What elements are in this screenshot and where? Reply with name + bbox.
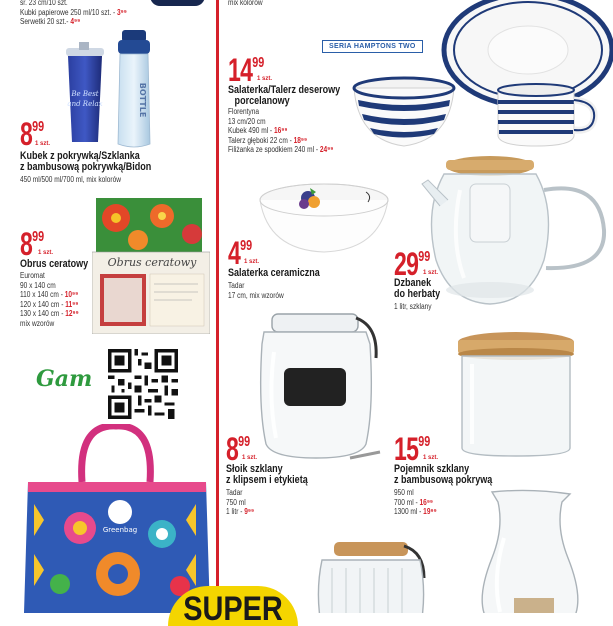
mug-title-line: Kubek z pokrywką/Szklanka	[20, 150, 140, 162]
jar-price: 899	[226, 431, 251, 467]
brand-logo: Gam	[36, 366, 93, 392]
ceramic-brand: Tadar	[228, 281, 245, 290]
jar-desc	[226, 488, 254, 517]
bag-brand-text: Greenbag	[102, 526, 138, 534]
svg-text:and Relax: and Relax	[67, 100, 103, 108]
salad-bowl-line: Filiżanka ze spodkiem 240 ml - 24⁹⁹	[228, 145, 334, 154]
clip-jar-image	[250, 308, 386, 464]
top-left-text	[20, 0, 127, 27]
mug-price: 899	[20, 116, 45, 152]
salad-bowl-line: 13 cm/20 cm	[228, 116, 266, 126]
bamboo-container-image	[454, 330, 578, 458]
tablecloth-size: 120 x 140 cm - 11⁹⁹	[20, 299, 79, 309]
mug-unit: 1 szt.	[35, 141, 51, 147]
salad-bowl-unit: 1 szt.	[257, 76, 273, 82]
teapot-title-line: Dzbanek	[394, 277, 432, 289]
salad-bowl-price: 1499	[228, 52, 265, 88]
bottom-jar-image	[312, 538, 430, 613]
svg-text:BOTTLE: BOTTLE	[138, 82, 147, 118]
container-unit: 1 szt.	[423, 455, 439, 461]
ceramic-price: 499	[228, 235, 253, 271]
carafe-image	[474, 488, 586, 613]
ceramic-desc	[228, 281, 284, 300]
tablecloth-unit: 1 szt.	[38, 250, 54, 256]
ceramic-bowl-image	[256, 180, 392, 254]
jar-unit: 1 szt.	[242, 455, 258, 461]
shopping-bag-image	[20, 424, 216, 613]
jar-line: 750 ml	[226, 497, 246, 507]
ceramic-title: Salaterka ceramiczna	[228, 267, 320, 279]
mug-title-line: z bambusową pokrywką/Bidon	[20, 161, 152, 173]
tablecloth-size: 110 x 140 cm - 10⁹⁹	[20, 290, 79, 299]
container-title-line: Pojemnik szklany	[394, 463, 470, 475]
tablecloth-desc	[20, 271, 79, 328]
teapot-price: 2999	[394, 246, 431, 282]
svg-text:Be Best: Be Best	[71, 90, 99, 98]
container-price: 1599	[394, 431, 431, 467]
super-banner	[168, 586, 298, 626]
tablecloth-price: 899	[20, 226, 45, 262]
super-banner-text: SUPER	[183, 590, 283, 626]
teapot-unit: 1 szt.	[423, 270, 439, 276]
top-mid-text: mix kolorów	[228, 0, 263, 7]
tablecloth-size: 130 x 140 cm - 12⁹⁹	[20, 309, 79, 318]
teapot-image	[420, 150, 610, 310]
container-title-line: z bambusową pokrywą	[394, 474, 493, 486]
jar-title-line: Słoik szklany	[226, 463, 283, 475]
jar-title-line: z klipsem i etykietą	[226, 474, 308, 486]
salad-bowl-title	[228, 85, 340, 107]
salad-bowl-line: Kubek 490 ml - 16⁹⁹	[228, 126, 288, 135]
jar-line: Tadar	[226, 488, 243, 497]
hamptons-badge: SERIA HAMPTONS TWO	[322, 40, 423, 53]
jar-title	[226, 464, 308, 486]
tablecloth-pack-label: Obrus ceratowy	[107, 256, 197, 269]
jar-line: 1 litr - 9⁹⁹	[226, 507, 255, 516]
salad-bowl-line: Talerz głęboki 22 cm - 18⁹⁹	[228, 135, 308, 145]
tablecloth-title: Obrus ceratowy	[20, 258, 89, 270]
tablecloth-brand: Euromat	[20, 271, 45, 280]
salad-bowl-title-line: Salaterka/Talerz deserowy	[228, 84, 341, 96]
mug-title	[20, 151, 151, 173]
container-title	[394, 464, 492, 486]
ceramic-size: 17 cm, mix wzorów	[228, 290, 284, 300]
tablecloth-size: 90 x 140 cm	[20, 280, 56, 290]
hamptons-dishes-image	[350, 0, 613, 160]
teapot-desc: 1 litr, szklany	[394, 302, 432, 311]
qr-code[interactable]	[108, 349, 178, 419]
salad-bowl-title-line: porcelanowy	[234, 95, 290, 107]
tablecloth-image	[92, 198, 210, 334]
top-left-line: śr. 23 cm/10 szt.	[20, 0, 68, 7]
salad-bowl-line: Florentyna	[228, 107, 259, 116]
top-left-line: Kubki papierowe 250 ml/10 szt. - 3⁹⁹	[20, 7, 127, 17]
container-line: 700 ml - 16⁹⁹	[394, 497, 434, 507]
mug-bottle-image	[60, 28, 170, 150]
top-product-edge	[150, 0, 205, 6]
top-left-line: Serwetki 20 szt.- 4⁹⁹	[20, 17, 81, 26]
tablecloth-size: mix wzorów	[20, 318, 55, 328]
teapot-title-line: do herbaty	[394, 288, 441, 300]
container-line: 950 ml	[394, 488, 414, 497]
ceramic-unit: 1 szt.	[244, 259, 260, 265]
teapot-title	[394, 278, 440, 300]
container-line: 1300 ml - 19⁹⁹	[394, 507, 437, 516]
salad-bowl-desc	[228, 107, 333, 155]
container-desc	[394, 488, 437, 517]
mug-desc: 450 ml/500 ml/700 ml, mix kolorów	[20, 175, 121, 184]
column-divider-left	[216, 0, 219, 613]
